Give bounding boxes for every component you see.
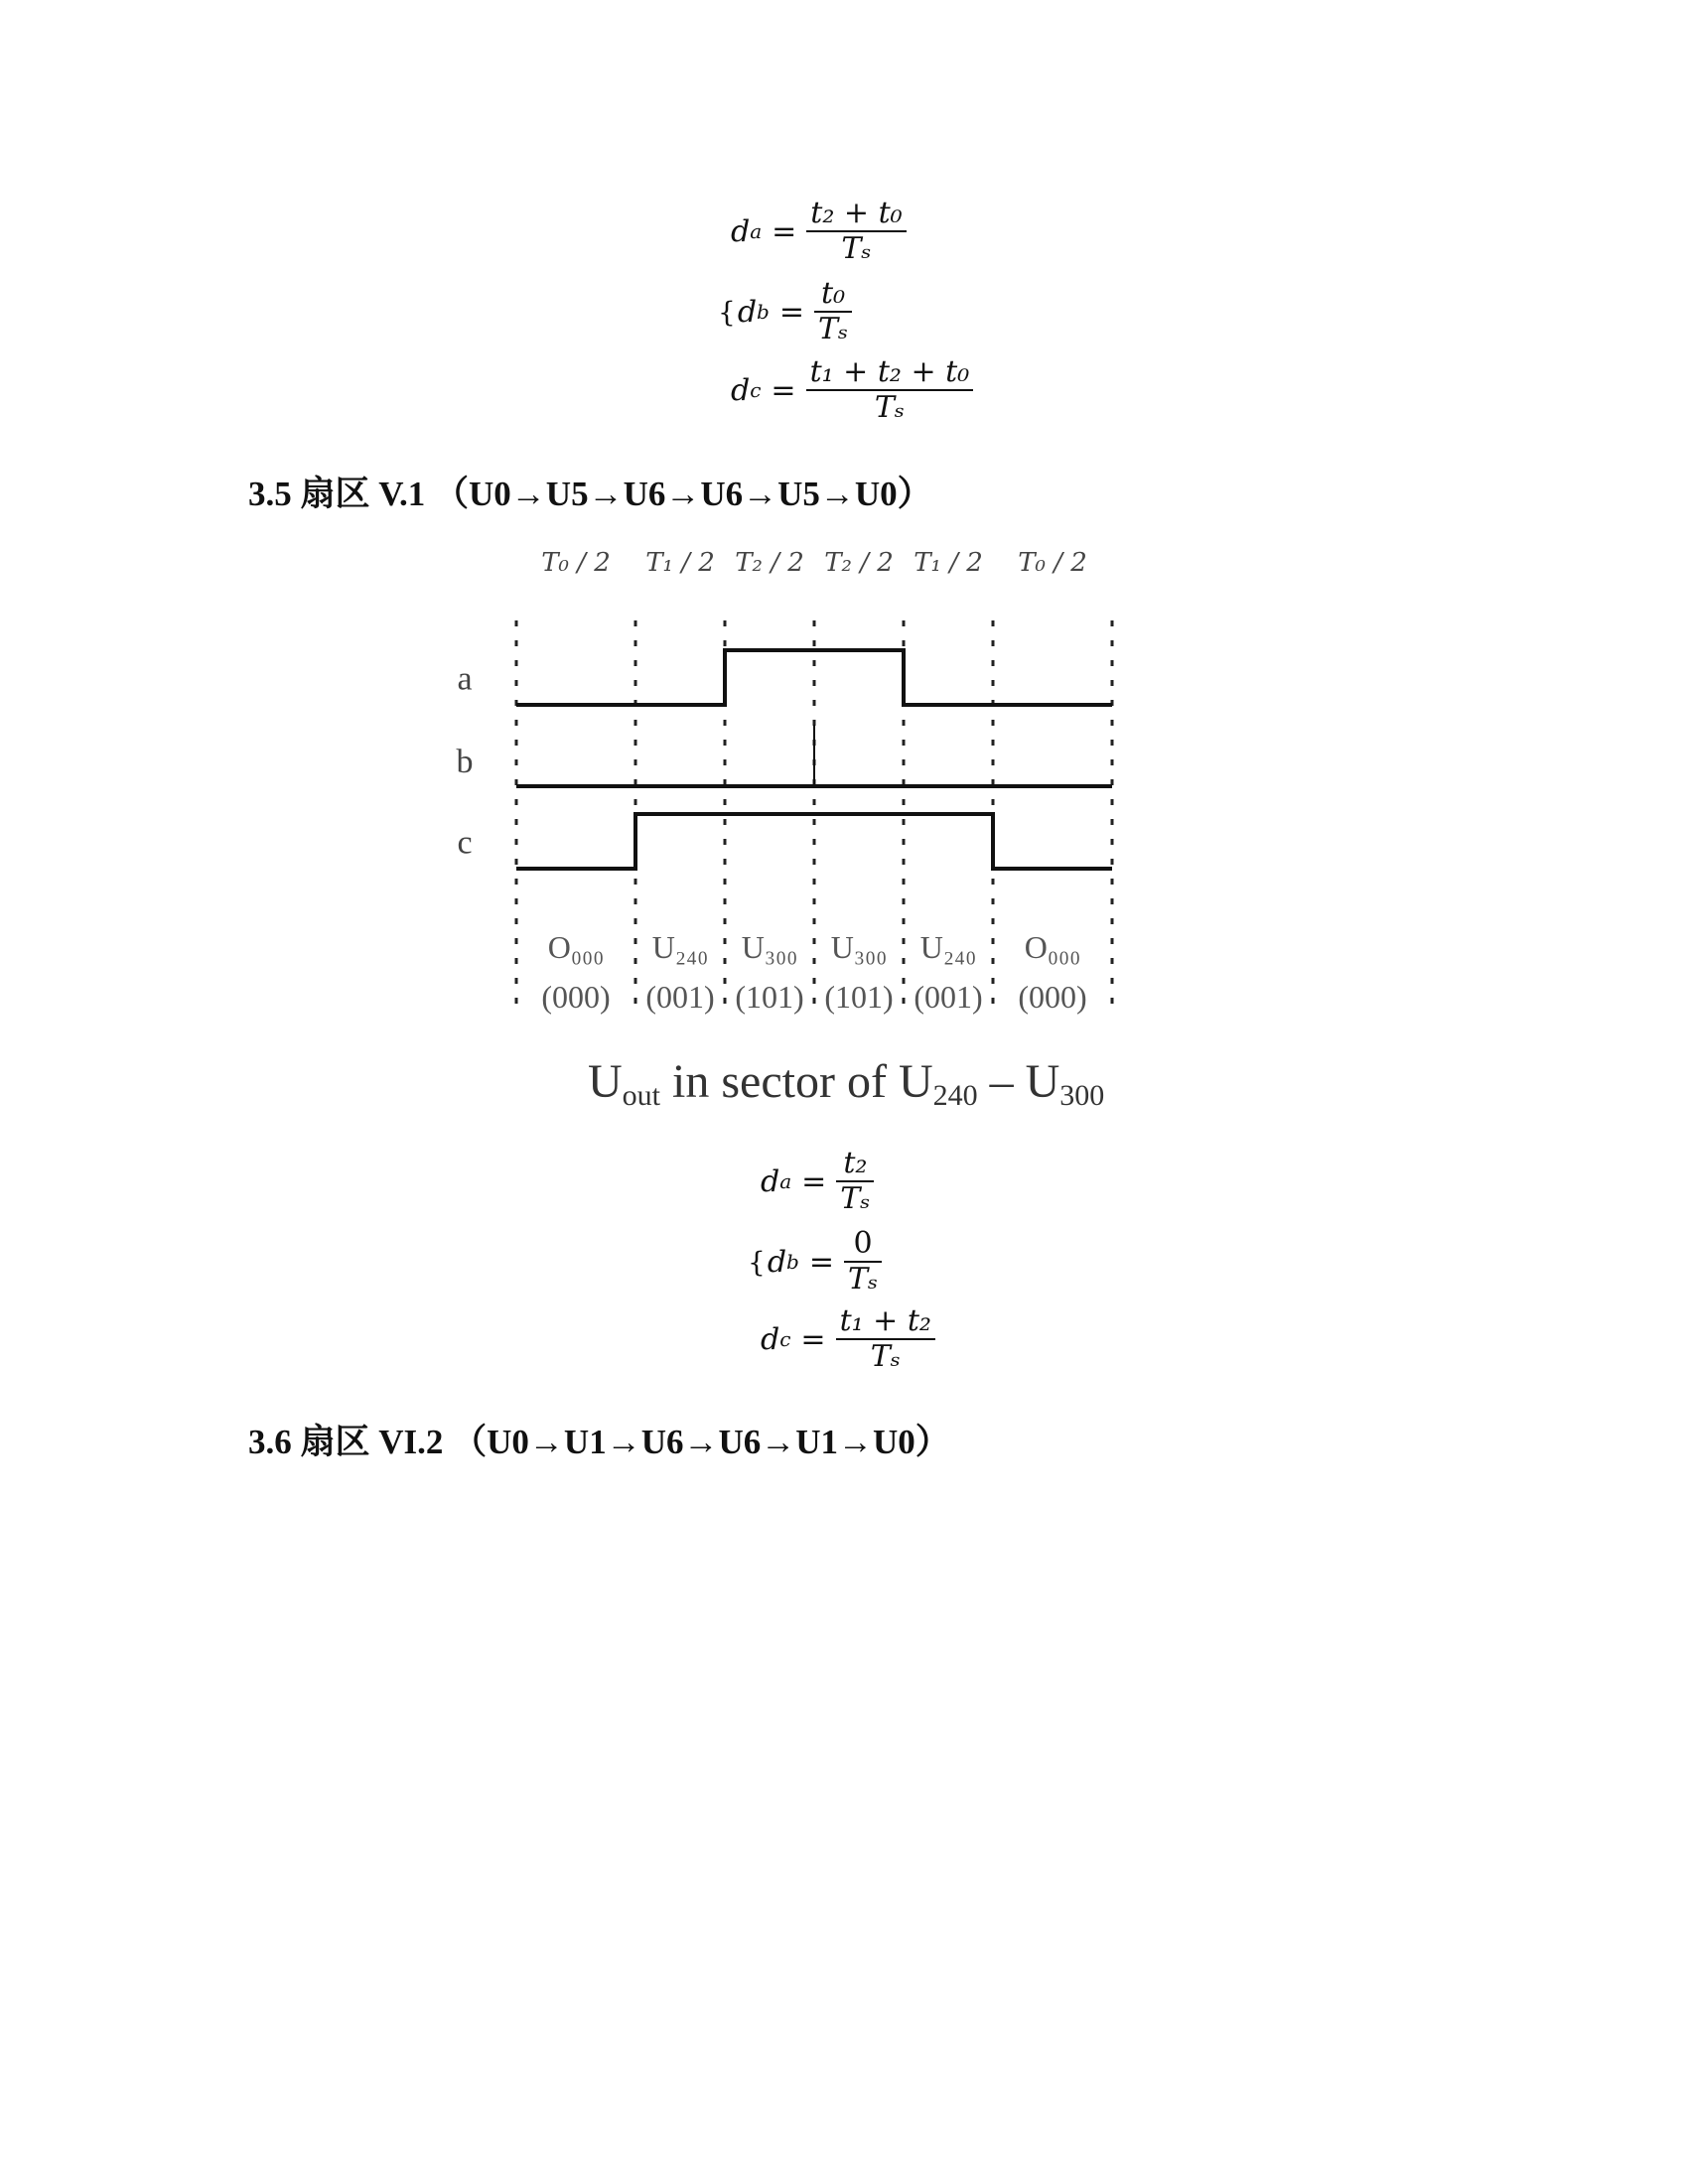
var-sub: c (750, 378, 762, 402)
var-d: d (761, 1163, 780, 1199)
var-d: d (731, 372, 751, 408)
interval-code: (001) (645, 979, 715, 1015)
denominator: Tₛ (818, 312, 849, 346)
signal-label-a: a (457, 660, 473, 698)
equals-sign: = (778, 294, 804, 330)
interval-vector: U₂₄₀ (651, 929, 709, 965)
interval-code: (000) (1018, 979, 1087, 1015)
caption-sub-240: 240 (932, 1079, 978, 1112)
interval-vector: U₂₄₀ (919, 929, 977, 965)
numerator: 0 (853, 1226, 873, 1261)
var-d: d (731, 213, 751, 249)
interval-label: T₀ / 2 (1018, 548, 1087, 578)
equation-dc (761, 1304, 935, 1374)
var-sub: c (779, 1327, 791, 1351)
brace: { (748, 1245, 766, 1279)
equals-sign: = (808, 1244, 834, 1280)
fraction (814, 277, 852, 346)
denominator: Tₛ (841, 231, 872, 266)
fraction (836, 1147, 874, 1216)
equation-da (731, 197, 907, 266)
fraction (836, 1304, 935, 1374)
interval-label: T₂ / 2 (735, 548, 804, 578)
signal-label-c: c (457, 824, 473, 862)
signal-waveform-a (516, 650, 1112, 705)
caption-u: U (588, 1055, 623, 1108)
equation-db (718, 277, 852, 346)
numerator: t₀ (821, 276, 846, 311)
fraction (806, 355, 974, 425)
equals-sign: = (771, 372, 796, 408)
caption-sub-300: 300 (1059, 1079, 1105, 1112)
interval-label: T₀ / 2 (541, 548, 611, 578)
interval-label: T₂ / 2 (824, 548, 894, 578)
denominator: Tₛ (848, 1262, 879, 1297)
var-d: d (767, 1244, 787, 1280)
interval-label: T₁ / 2 (914, 548, 983, 578)
caption-sub-out: out (622, 1079, 661, 1112)
numerator: t₂ (843, 1146, 868, 1180)
denominator: Tₛ (870, 1339, 901, 1374)
brace: { (718, 295, 736, 329)
equals-sign: = (800, 1321, 826, 1357)
var-sub: b (786, 1250, 799, 1274)
interval-label: T₁ / 2 (645, 548, 715, 578)
equals-sign: = (801, 1163, 827, 1199)
equation-dc (731, 355, 973, 425)
denominator: Tₛ (874, 390, 905, 425)
signal-label-b: b (456, 744, 474, 780)
section-heading-3-6: 3.6 扇区 VI.2 （U0→U1→U6→U6→U1→U0） (248, 1423, 950, 1461)
interval-vector: O₀₀₀ (547, 929, 605, 965)
interval-code: (101) (824, 979, 894, 1015)
interval-vector: U₃₀₀ (830, 929, 888, 965)
caption-text: in sector of U (660, 1055, 933, 1108)
interval-code: (001) (914, 979, 983, 1015)
caption-dash: – U (977, 1055, 1060, 1108)
var-d: d (761, 1321, 780, 1357)
figure-caption (588, 1054, 1104, 1113)
interval-vector: U₃₀₀ (741, 929, 798, 965)
fraction (806, 197, 906, 266)
interval-code: (101) (735, 979, 804, 1015)
interval-vector: O₀₀₀ (1024, 929, 1081, 965)
equals-sign: = (772, 213, 797, 249)
numerator: t₁ + t₂ (839, 1303, 931, 1338)
var-sub: a (750, 219, 763, 243)
timing-diagram (437, 541, 1211, 1057)
var-sub: a (779, 1169, 792, 1193)
var-sub: b (757, 300, 770, 324)
var-d: d (737, 294, 758, 330)
section-heading-3-5: 3.5 扇区 V.1 （U0→U5→U6→U6→U5→U0） (248, 475, 932, 513)
equation-da (761, 1147, 874, 1216)
numerator: t₁ + t₂ + t₀ (809, 354, 970, 389)
denominator: Tₛ (840, 1181, 871, 1216)
fraction (844, 1227, 882, 1297)
equation-db (748, 1227, 882, 1297)
interval-code: (000) (541, 979, 611, 1015)
numerator: t₂ + t₀ (810, 196, 903, 230)
